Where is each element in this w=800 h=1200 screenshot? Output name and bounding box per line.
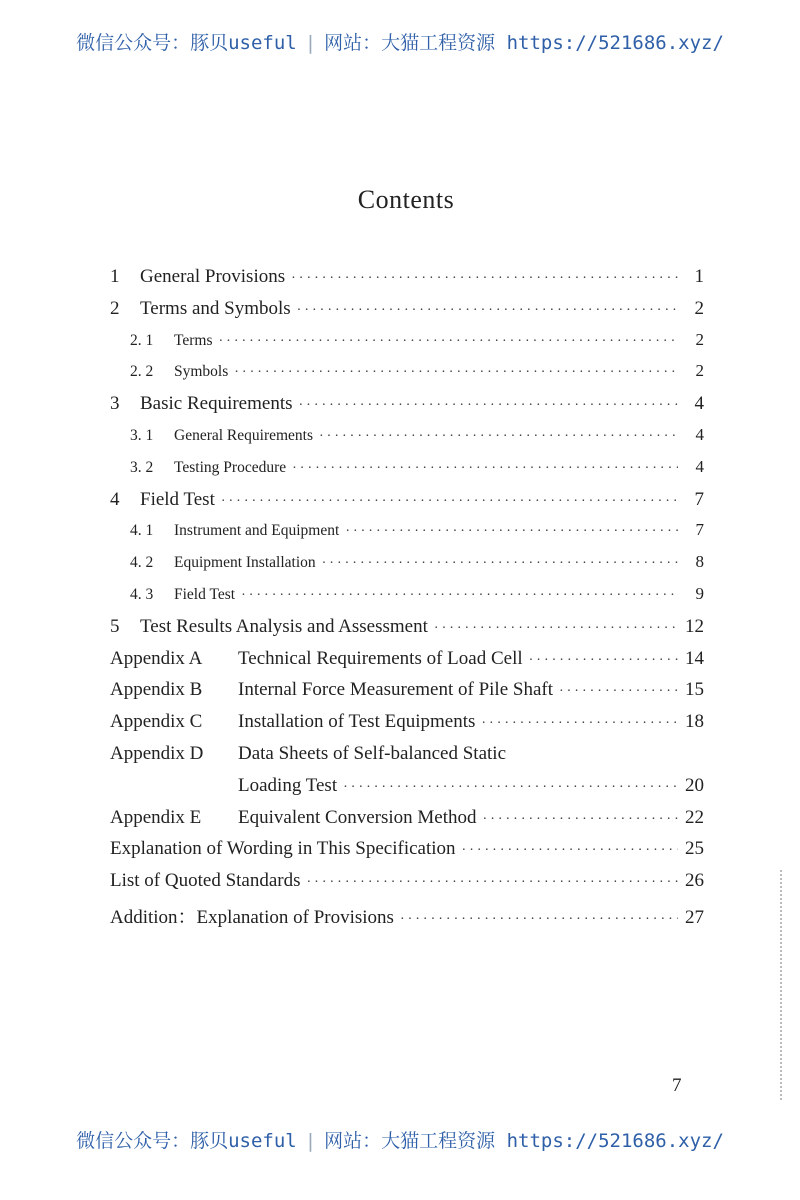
page-title: Contents	[357, 185, 455, 214]
scan-edge-marks	[780, 870, 784, 1100]
toc-entry-title: Terms	[174, 331, 213, 349]
toc-entry-page: 8	[695, 552, 704, 572]
toc-entry-title: Internal Force Measurement of Pile Shaft	[238, 679, 553, 701]
toc-entry-number: 2	[110, 297, 120, 319]
toc-entry[interactable]	[110, 870, 704, 902]
toc-appendix-entry[interactable]	[110, 743, 704, 775]
toc-entry-number: 1	[110, 266, 120, 287]
watermark-banner-top	[0, 28, 800, 55]
watermark-wechat: 微信公众号：豚贝useful	[76, 1130, 297, 1152]
toc-entry-number: 4. 2	[130, 554, 154, 572]
toc-entry-page: 20	[685, 774, 704, 796]
watermark-banner-bottom	[0, 1126, 800, 1153]
toc-leader	[221, 494, 678, 510]
toc-entry-title: Installation of Test Equipments	[238, 711, 476, 733]
toc-entry-number: 4. 3	[130, 585, 154, 603]
toc-entry-number: 5	[110, 615, 120, 637]
toc-subentry[interactable]	[110, 552, 704, 584]
toc-entry-title: Addition：Explanation of Provisions	[110, 906, 394, 928]
toc-appendix-entry[interactable]	[110, 679, 704, 711]
toc-entry-page: 15	[685, 679, 704, 701]
watermark-separator: |	[304, 32, 317, 54]
toc-entry-number: 2. 1	[130, 331, 154, 349]
toc-leader	[322, 556, 678, 572]
toc-entry-number: Appendix A	[110, 647, 203, 669]
toc-entry-title: Loading Test	[238, 774, 338, 796]
toc-leader	[292, 461, 678, 477]
toc-entry-page: 14	[685, 647, 704, 669]
toc-entry-number: Appendix B	[110, 679, 203, 701]
toc-entry-page: 26	[685, 870, 704, 892]
toc-entry-title: List of Quoted Standards	[110, 870, 301, 892]
toc-entry-number: Appendix D	[110, 742, 204, 764]
toc-entry-page: 1	[694, 266, 704, 287]
toc-entry-page: 4	[694, 393, 704, 415]
toc-leader	[345, 524, 678, 540]
toc-entry-number: 3	[110, 393, 120, 415]
toc-entry-page: 2	[694, 297, 704, 319]
toc-subentry[interactable]	[110, 330, 704, 362]
toc-entry-page: 22	[685, 806, 704, 828]
toc-entry-title: Instrument and Equipment	[174, 522, 340, 540]
toc-entry-title: Field Test	[140, 488, 215, 510]
toc-leader	[234, 365, 678, 381]
toc-appendix-entry-continued[interactable]	[110, 775, 704, 807]
toc-entry-title: Explanation of Wording in This Specification	[110, 838, 456, 860]
toc-subentry[interactable]	[110, 457, 704, 489]
toc-entry[interactable]	[110, 902, 704, 934]
toc-entry-title: Basic Requirements	[140, 393, 293, 415]
watermark-separator: |	[304, 1130, 317, 1152]
toc-entry[interactable]	[110, 838, 704, 870]
toc-entry-page: 4	[695, 424, 704, 444]
toc-entry[interactable]	[110, 393, 704, 425]
toc-leader	[462, 843, 678, 859]
toc-entry-page: 18	[685, 711, 704, 733]
toc-appendix-entry[interactable]	[110, 711, 704, 743]
toc-leader	[219, 334, 678, 350]
page-number: 7	[672, 1075, 682, 1096]
toc-entry-title: Equivalent Conversion Method	[238, 806, 477, 828]
toc-entry-title: Testing Procedure	[174, 458, 287, 476]
toc-entry-page: 25	[685, 838, 704, 860]
toc-leader	[343, 780, 678, 796]
watermark-site: 网站：大猫工程资源 https://521686.xyz/	[324, 32, 724, 54]
toc-entry-title: Terms and Symbols	[140, 297, 291, 319]
toc-entry-number: 4	[110, 488, 120, 510]
toc-entry[interactable]	[110, 616, 704, 648]
toc-entry-page: 12	[685, 615, 704, 637]
toc-entry-number: 3. 2	[130, 458, 154, 476]
toc-entry-page: 2	[695, 329, 704, 349]
toc-leader	[241, 588, 678, 604]
toc-entry-title: Field Test	[174, 585, 236, 603]
toc-appendix-entry[interactable]	[110, 807, 704, 839]
toc-leader	[319, 429, 678, 445]
toc-entry-title: Symbols	[174, 363, 229, 381]
toc-entry-title: Data Sheets of Self-balanced Static	[238, 742, 507, 764]
toc-entry-page: 7	[695, 520, 704, 540]
toc-subentry[interactable]	[110, 361, 704, 393]
toc-entry[interactable]	[110, 489, 704, 521]
toc-leader	[400, 912, 678, 928]
toc-leader	[297, 303, 678, 319]
toc-entry-number: Appendix C	[110, 711, 203, 733]
toc-leader	[307, 875, 678, 891]
toc-appendix-entry[interactable]	[110, 648, 704, 680]
toc-entry-page: 27	[685, 906, 704, 928]
toc-entry-page: 7	[694, 488, 704, 510]
toc-entry-page: 2	[695, 361, 704, 381]
toc-leader	[481, 716, 678, 732]
toc-entry-number: 4. 1	[130, 522, 154, 540]
toc-entry-title: Technical Requirements of Load Cell	[238, 647, 523, 669]
watermark-site: 网站：大猫工程资源 https://521686.xyz/	[324, 1130, 724, 1152]
toc-leader	[483, 812, 678, 828]
toc-leader	[434, 621, 678, 637]
toc-entry[interactable]	[110, 298, 704, 330]
toc-entry-page: 4	[695, 456, 704, 476]
toc-entry-page: 9	[695, 583, 704, 603]
table-of-contents	[110, 266, 704, 934]
toc-entry[interactable]	[110, 266, 704, 298]
toc-leader	[559, 684, 678, 700]
toc-entry-title: Test Results Analysis and Assessment	[140, 615, 428, 637]
toc-subentry[interactable]	[110, 520, 704, 552]
toc-leader	[529, 653, 678, 669]
toc-entry-number: 3. 1	[130, 426, 154, 444]
toc-entry-title: General Provisions	[140, 266, 286, 287]
toc-subentry[interactable]	[110, 584, 704, 616]
toc-entry-number: 2. 2	[130, 363, 154, 381]
toc-entry-title: General Requirements	[174, 426, 314, 444]
toc-leader	[291, 271, 678, 287]
toc-subentry[interactable]	[110, 425, 704, 457]
toc-entry-title: Equipment Installation	[174, 554, 316, 572]
toc-entry-number: Appendix E	[110, 806, 202, 828]
watermark-wechat: 微信公众号：豚贝useful	[76, 32, 297, 54]
toc-leader	[299, 398, 679, 414]
